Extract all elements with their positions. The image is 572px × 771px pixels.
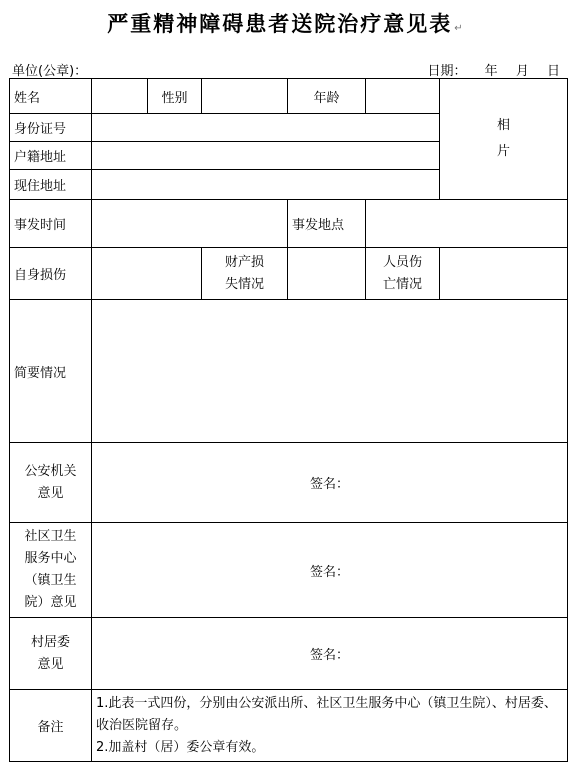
age-field[interactable] xyxy=(366,79,440,114)
household-address-label: 户籍地址 xyxy=(10,142,92,170)
day-label: 日 xyxy=(546,64,560,79)
current-address-label: 现住地址 xyxy=(10,170,92,200)
id-number-label: 身份证号 xyxy=(10,114,92,142)
village-opinion-field[interactable] xyxy=(92,618,568,690)
id-number-field[interactable] xyxy=(92,114,440,142)
photo-label-1: 相 xyxy=(496,118,510,133)
unit-date-line xyxy=(12,60,560,78)
community-label-3: （镇卫生 xyxy=(24,573,77,588)
date-field xyxy=(414,60,560,79)
incident-place-field[interactable] xyxy=(366,200,568,248)
casualty-label-1: 人员伤 xyxy=(382,254,422,270)
current-address-field[interactable] xyxy=(92,170,440,200)
casualty-field[interactable] xyxy=(440,248,568,300)
photo-label-2: 片 xyxy=(496,144,510,159)
date-label: 日期： xyxy=(427,64,467,79)
remark-line-2: 2.加盖村（居）委公章有效。 xyxy=(96,739,265,755)
gender-label: 性别 xyxy=(148,79,202,114)
age-label: 年龄 xyxy=(288,79,366,114)
casualty-label xyxy=(366,248,440,300)
community-signature-label: 签名： xyxy=(309,564,349,580)
year-label: 年 xyxy=(484,64,498,79)
unit-label: 单位(公章)： xyxy=(12,64,88,79)
summary-field[interactable] xyxy=(92,300,568,443)
property-loss-label-1: 财产损 xyxy=(224,254,264,270)
incident-time-field[interactable] xyxy=(92,200,288,248)
name-field[interactable] xyxy=(92,79,148,114)
village-label-1: 村居委 xyxy=(30,634,70,650)
incident-time-label: 事发时间 xyxy=(10,200,92,248)
household-address-field[interactable] xyxy=(92,142,440,170)
referral-form-table xyxy=(9,78,568,762)
self-injury-field[interactable] xyxy=(92,248,202,300)
police-label-1: 公安机关 xyxy=(24,463,77,479)
police-signature-label: 签名： xyxy=(309,477,349,492)
name-label: 姓名 xyxy=(10,79,92,114)
casualty-label-2: 亡情况 xyxy=(382,276,422,292)
village-label-2: 意见 xyxy=(37,656,64,672)
gender-field[interactable] xyxy=(202,79,288,114)
community-label-4: 院）意见 xyxy=(24,595,77,610)
paragraph-mark-icon: ↵ xyxy=(454,23,465,34)
incident-place-label: 事发地点 xyxy=(288,200,366,248)
remark-line-1: 1.此表一式四份，分别由公安派出所、社区卫生服务中心（镇卫生院）、村居委、收治医院留存。 xyxy=(96,695,557,733)
photo-box xyxy=(440,79,568,200)
month-label: 月 xyxy=(515,64,529,79)
community-opinion-field[interactable] xyxy=(92,523,568,618)
police-label-2: 意见 xyxy=(37,485,64,501)
property-loss-field[interactable] xyxy=(288,248,366,300)
property-loss-label-2: 失情况 xyxy=(224,276,264,292)
property-loss-label xyxy=(202,248,288,300)
summary-label: 简要情况 xyxy=(10,300,92,443)
village-opinion-label xyxy=(10,618,92,690)
remarks-content xyxy=(92,690,568,762)
community-label-1: 社区卫生 xyxy=(24,529,77,544)
community-label-2: 服务中心 xyxy=(24,551,77,566)
village-signature-label: 签名： xyxy=(309,648,349,663)
remarks-label: 备注 xyxy=(10,690,92,762)
police-opinion-field[interactable] xyxy=(92,443,568,523)
form-title: 严重精神障碍患者送院治疗意见表 ↵ xyxy=(107,12,465,36)
police-opinion-label xyxy=(10,443,92,523)
community-opinion-label xyxy=(10,523,92,618)
self-injury-label: 自身损伤 xyxy=(10,248,92,300)
